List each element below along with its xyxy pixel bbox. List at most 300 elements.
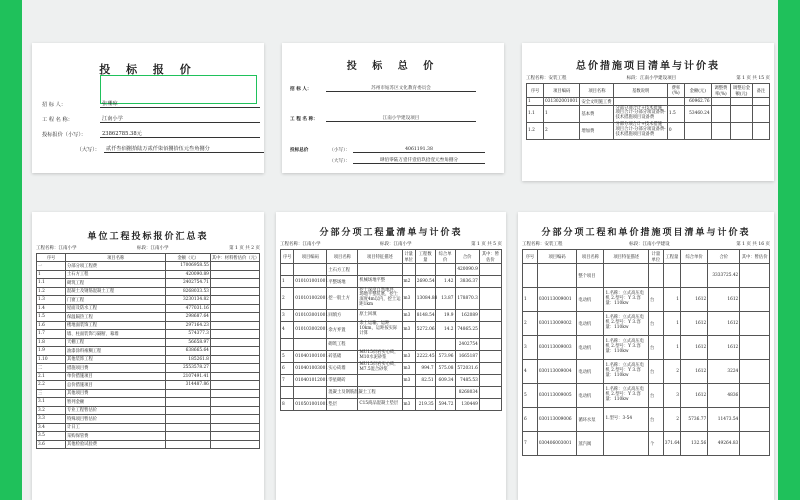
table-cell: 8268034 bbox=[455, 386, 479, 398]
quantities-table bbox=[280, 249, 502, 411]
table-cell: 8 bbox=[281, 398, 294, 410]
table-cell: 电动机 bbox=[577, 360, 604, 384]
table-cell: C15商品混凝土垫层 bbox=[358, 398, 402, 410]
table-cell: 措施项目费 bbox=[65, 364, 165, 373]
table-cell: 2 bbox=[281, 288, 294, 310]
table-cell: 13.87 bbox=[435, 288, 455, 310]
meta-page: 第 1 页 共 16 页 bbox=[736, 242, 770, 247]
table-row bbox=[37, 287, 260, 296]
column-header: 序号 bbox=[37, 254, 66, 262]
table-cell bbox=[684, 122, 711, 139]
table-cell bbox=[210, 330, 259, 339]
table-cell bbox=[210, 262, 259, 271]
table-cell bbox=[210, 440, 259, 449]
table-cell: 5272.06 bbox=[415, 321, 435, 338]
table-cell: 台 bbox=[648, 408, 663, 432]
table-cell: 573.96 bbox=[435, 350, 455, 362]
table-cell bbox=[752, 98, 769, 106]
table-cell bbox=[435, 264, 455, 276]
table-cell: 一 bbox=[37, 262, 66, 271]
column-header: 序号 bbox=[527, 84, 544, 98]
table-cell: 7 bbox=[523, 432, 538, 456]
table-cell bbox=[740, 312, 770, 336]
table-cell bbox=[210, 364, 259, 373]
table-cell: 994.7 bbox=[415, 362, 435, 374]
table-row bbox=[527, 98, 770, 106]
table-cell: 1.2 bbox=[37, 287, 66, 296]
table-row bbox=[523, 288, 770, 312]
summary-sheet bbox=[32, 212, 264, 500]
table-cell: 297164.23 bbox=[166, 321, 211, 330]
table-cell: 2402754.71 bbox=[166, 279, 211, 288]
sheet-title: 分部分项工程量清单与计价表 bbox=[319, 228, 463, 238]
table-cell: 余方弃置 bbox=[327, 321, 358, 338]
field-value: 苏州市姑苏区文化教育委员会 bbox=[326, 85, 476, 92]
table-cell: 其他装饰工程 bbox=[65, 355, 165, 364]
table-cell bbox=[614, 98, 667, 106]
table-cell: 56658.97 bbox=[166, 338, 211, 347]
table-cell: 3836.37 bbox=[455, 276, 479, 288]
field-value: 张珊琼 bbox=[100, 100, 260, 108]
table-cell: 1612 bbox=[708, 336, 740, 360]
table-cell bbox=[740, 408, 770, 432]
column-header: 项目特征描述 bbox=[358, 250, 402, 264]
meta-section: 标段：江南小学建设项目 bbox=[626, 76, 677, 81]
table-cell: 1612 bbox=[681, 312, 708, 336]
table-row bbox=[281, 374, 502, 386]
table-cell: 1.名称：立式高压电机 2.型号：Y 3.容量：110kw bbox=[604, 360, 648, 384]
sheet-title: 总价措施项目清单与计价表 bbox=[576, 61, 720, 72]
meta-project: 工程名称：安装工程 bbox=[522, 242, 563, 247]
table-cell bbox=[731, 106, 753, 123]
unit-price-measures-sheet bbox=[518, 212, 774, 500]
column-header: 合价 bbox=[708, 250, 740, 264]
column-header: 计量单位 bbox=[402, 250, 415, 264]
table-cell: 保温隔热工程 bbox=[65, 313, 165, 322]
table-cell: 土石方工程 bbox=[65, 270, 165, 279]
column-header: 序号 bbox=[523, 250, 538, 264]
table-cell bbox=[294, 264, 327, 276]
table-cell: 1.8 bbox=[37, 338, 66, 347]
table-cell: 3 bbox=[523, 336, 538, 360]
table-row bbox=[523, 336, 770, 360]
table-cell: 3.4 bbox=[37, 423, 66, 432]
table-cell: 专业工程暂估价 bbox=[65, 406, 165, 415]
table-row bbox=[281, 309, 502, 321]
table-cell: 185261.8 bbox=[166, 355, 211, 364]
column-header: 项目名称 bbox=[577, 250, 604, 264]
table-cell: 130449 bbox=[455, 398, 479, 410]
table-cell bbox=[415, 338, 435, 350]
table-cell bbox=[210, 338, 259, 347]
table-cell bbox=[358, 264, 402, 276]
table-cell: 11473.54 bbox=[708, 408, 740, 432]
table-cell bbox=[435, 338, 455, 350]
table-cell: 门窗工程 bbox=[65, 296, 165, 305]
column-header: 基数说明 bbox=[614, 84, 667, 98]
table-cell: 60962.76 bbox=[684, 98, 711, 106]
field-label: 投标报价（小写）： bbox=[42, 132, 87, 138]
sheet-meta bbox=[522, 75, 774, 81]
table-cell: 台 bbox=[648, 360, 663, 384]
meta-page: 第 1 页 共 15 页 bbox=[736, 76, 770, 81]
table-cell bbox=[479, 398, 501, 410]
table-cell bbox=[281, 386, 294, 398]
table-row bbox=[281, 264, 502, 276]
table-cell bbox=[358, 338, 402, 350]
column-header: 项目名称 bbox=[65, 254, 165, 262]
table-row bbox=[37, 398, 260, 407]
table-cell: 13084.88 bbox=[415, 288, 435, 310]
table-header-row bbox=[523, 250, 770, 264]
table-cell: 4 bbox=[281, 321, 294, 338]
table-cell: 1.名称：立式高压电机 2.型号：Y 3.容量：110kw bbox=[604, 288, 648, 312]
table-row bbox=[37, 440, 260, 449]
table-cell: 219.35 bbox=[415, 398, 435, 410]
table-cell: 8268033.53 bbox=[166, 287, 211, 296]
table-cell bbox=[479, 264, 501, 276]
table-row bbox=[523, 312, 770, 336]
table-cell: 挖一般土方 bbox=[327, 288, 358, 310]
field-label: 工 程 名 称： bbox=[42, 117, 73, 123]
table-cell: 132.56 bbox=[681, 432, 708, 456]
table-cell bbox=[731, 98, 753, 106]
table-cell: 1.4 bbox=[37, 304, 66, 313]
table-cell: 2402754 bbox=[455, 338, 479, 350]
table-cell: 1.5 bbox=[37, 313, 66, 322]
table-cell bbox=[479, 338, 501, 350]
table-row bbox=[37, 270, 260, 279]
table-cell: 575.08 bbox=[435, 362, 455, 374]
table-cell: 162089 bbox=[455, 309, 479, 321]
table-cell: m3 bbox=[402, 350, 415, 362]
tenderer-row bbox=[42, 100, 260, 108]
sheet-title: 投 标 报 价 bbox=[99, 63, 197, 76]
total-measures-sheet bbox=[522, 43, 774, 181]
table-cell bbox=[604, 264, 648, 288]
column-header: 项目特征描述 bbox=[604, 250, 648, 264]
field-value: 贰仟叁佰捌拾陆万贰仟柒佰捌拾伍元叁角捌分 bbox=[104, 145, 264, 153]
field-label: 投标总价 bbox=[290, 148, 309, 153]
table-row bbox=[37, 364, 260, 373]
table-row bbox=[37, 279, 260, 288]
table-cell: 19.9 bbox=[435, 309, 455, 321]
meta-section: 标段：江南小学 bbox=[380, 242, 412, 247]
table-cell: 178870.3 bbox=[455, 288, 479, 310]
column-header: 项目名称 bbox=[327, 250, 358, 264]
table-cell: 其他项目费 bbox=[65, 389, 165, 398]
table-cell bbox=[667, 98, 684, 106]
table-cell: 8148.54 bbox=[415, 309, 435, 321]
table-cell bbox=[166, 389, 211, 398]
table-cell: 14.2 bbox=[435, 321, 455, 338]
table-cell bbox=[740, 432, 770, 456]
table-cell bbox=[740, 288, 770, 312]
table-cell: 1612 bbox=[708, 312, 740, 336]
field-label: 工 程 名 称： bbox=[290, 117, 318, 122]
tenderer-row bbox=[290, 85, 476, 92]
field-value: 23862785.38元 bbox=[100, 130, 260, 138]
table-row bbox=[281, 288, 502, 310]
table-cell: 原土回填 bbox=[358, 309, 402, 321]
table-row bbox=[37, 313, 260, 322]
column-header: 金额（元） bbox=[166, 254, 211, 262]
table-row bbox=[523, 384, 770, 408]
table-cell bbox=[740, 336, 770, 360]
left-accent-bar bbox=[0, 0, 22, 500]
table-cell: 1 bbox=[523, 288, 538, 312]
table-row bbox=[37, 355, 260, 364]
table-cell: 74865.25 bbox=[455, 321, 479, 338]
table-cell bbox=[210, 398, 259, 407]
meta-section: 标段：江南小学 bbox=[137, 246, 169, 251]
table-cell bbox=[281, 264, 294, 276]
table-row bbox=[37, 415, 260, 424]
table-cell bbox=[711, 98, 730, 106]
sheet-title: 单位工程投标报价汇总表 bbox=[87, 232, 209, 242]
table-cell: 实心砖墙 bbox=[327, 362, 358, 374]
table-cell bbox=[294, 386, 327, 398]
table-cell: 574377.3 bbox=[166, 330, 211, 339]
table-cell: MU15页岩实心砖，M10水泥砂浆 bbox=[358, 350, 402, 362]
sheet-title: 分部分项工程和单价措施项目清单与计价表 bbox=[541, 228, 751, 238]
table-cell: 1 bbox=[37, 270, 66, 279]
table-cell: 030406003001 bbox=[537, 432, 577, 456]
table-cell: 基本费 bbox=[580, 106, 614, 123]
bill-of-quantities-sheet bbox=[276, 212, 506, 500]
price-small-row bbox=[42, 130, 260, 138]
table-cell: m2 bbox=[402, 276, 415, 288]
table-cell: 整个项目 bbox=[577, 264, 604, 288]
table-cell: 3.3 bbox=[37, 415, 66, 424]
tender-quote-sheet bbox=[32, 43, 264, 173]
table-cell: 638665.64 bbox=[166, 347, 211, 356]
table-cell bbox=[210, 270, 259, 279]
table-row bbox=[37, 381, 260, 390]
table-cell: 1 bbox=[281, 276, 294, 288]
table-cell bbox=[648, 264, 663, 288]
table-header-row bbox=[527, 84, 770, 98]
table-cell: 台 bbox=[648, 288, 663, 312]
table-cell: 个 bbox=[648, 432, 663, 456]
table-cell: 电动机 bbox=[577, 312, 604, 336]
table-cell bbox=[740, 264, 770, 288]
table-cell bbox=[210, 432, 259, 441]
project-row bbox=[290, 115, 476, 122]
table-row bbox=[281, 386, 502, 398]
column-header: 调整费率(%) bbox=[711, 84, 730, 98]
table-cell: 1.名称：立式高压电机 2.型号：Y 3.容量：110kw bbox=[604, 384, 648, 408]
right-accent-bar bbox=[778, 0, 800, 500]
table-cell: 17006958.55 bbox=[166, 262, 211, 271]
table-cell: 030113009006 bbox=[537, 408, 577, 432]
table-cell bbox=[210, 389, 259, 398]
table-cell bbox=[402, 264, 415, 276]
table-cell: 1.10 bbox=[37, 355, 66, 364]
column-header: 调整后金额(元) bbox=[731, 84, 753, 98]
meta-page: 第 1 页 共 5 页 bbox=[471, 242, 502, 247]
table-cell: 油漆涂料裱糊工程 bbox=[65, 347, 165, 356]
table-cell bbox=[210, 381, 259, 390]
table-row bbox=[37, 347, 260, 356]
table-cell bbox=[166, 406, 211, 415]
table-cell: 5736.77 bbox=[681, 408, 708, 432]
table-cell: 总价措施项目 bbox=[65, 381, 165, 390]
table-cell bbox=[711, 122, 730, 139]
column-header: 工程数量 bbox=[415, 250, 435, 264]
measures-table bbox=[526, 83, 770, 140]
table-cell bbox=[479, 386, 501, 398]
column-header: 项目名称 bbox=[580, 84, 614, 98]
table-cell: 1.3 bbox=[37, 296, 66, 305]
table-cell: 3230134.82 bbox=[166, 296, 211, 305]
table-cell: 3.6 bbox=[37, 440, 66, 449]
table-cell bbox=[210, 423, 259, 432]
table-cell: 1.名称：立式高压电机 2.型号：Y 3.容量：110kw bbox=[604, 312, 648, 336]
table-row bbox=[37, 330, 260, 339]
table-cell: 天棚工程 bbox=[65, 338, 165, 347]
table-cell bbox=[210, 415, 259, 424]
column-header: 综合单价 bbox=[435, 250, 455, 264]
table-cell: MU15页岩实心砖，M7.5混合砂浆 bbox=[358, 362, 402, 374]
summary-table bbox=[36, 253, 260, 449]
table-cell: 1.2 bbox=[527, 122, 544, 139]
field-value: 江南小学 bbox=[100, 115, 260, 123]
table-row bbox=[527, 106, 770, 123]
table-cell: 030113009001 bbox=[537, 288, 577, 312]
table-cell: 298687.64 bbox=[166, 313, 211, 322]
table-cell bbox=[358, 374, 402, 386]
table-cell: 屋面及防水工程 bbox=[65, 304, 165, 313]
table-cell: 蒸汽阀 bbox=[577, 432, 604, 456]
column-header: 合价 bbox=[455, 250, 479, 264]
column-header: 项目编码 bbox=[544, 84, 580, 98]
table-row bbox=[281, 362, 502, 374]
table-cell bbox=[402, 338, 415, 350]
meta-section: 标段：江南小学建设 bbox=[629, 242, 670, 247]
field-label: 招 标 人： bbox=[42, 102, 67, 108]
table-row bbox=[527, 122, 770, 139]
field-sublabel: （小写）： bbox=[329, 148, 350, 153]
table-cell: 010401012001 bbox=[294, 374, 327, 386]
table-cell: 030113009004 bbox=[537, 360, 577, 384]
table-row bbox=[37, 262, 260, 271]
table-cell bbox=[210, 372, 259, 381]
table-cell: m3 bbox=[402, 362, 415, 374]
table-cell bbox=[294, 338, 327, 350]
table-cell bbox=[681, 264, 708, 288]
table-cell bbox=[166, 398, 211, 407]
table-cell bbox=[479, 350, 501, 362]
table-cell: 计日工 bbox=[65, 423, 165, 432]
field-label: 招 标 人： bbox=[290, 87, 312, 92]
table-cell: 2 bbox=[663, 408, 680, 432]
table-cell: 二 bbox=[37, 364, 66, 373]
table-cell: 余土运输，运距10km，运距按实际计算 bbox=[358, 321, 402, 338]
table-cell: 5 bbox=[523, 384, 538, 408]
table-cell: 2.1 bbox=[37, 372, 66, 381]
table-cell: 6 bbox=[281, 362, 294, 374]
sheet-meta bbox=[518, 241, 774, 247]
table-cell: 030113009003 bbox=[537, 336, 577, 360]
table-header-row bbox=[281, 250, 502, 264]
table-cell: 采购保管费 bbox=[65, 432, 165, 441]
table-cell: 三 bbox=[37, 389, 66, 398]
sheet-meta bbox=[276, 241, 506, 247]
project-row bbox=[42, 115, 260, 123]
table-cell: 挖土深度自然地坪，场地平整坑底，挖土深度4m以内，挖土运距1km bbox=[359, 287, 401, 308]
table-cell: 1.42 bbox=[435, 276, 455, 288]
meta-project: 工程名称：安装工程 bbox=[526, 76, 567, 81]
table-cell: 2553578.27 bbox=[166, 364, 211, 373]
column-header: 其中：暂估价 bbox=[740, 250, 770, 264]
table-cell: 314487.86 bbox=[166, 381, 211, 390]
field-label: （大写）： bbox=[76, 147, 100, 153]
table-cell: 572031.6 bbox=[455, 362, 479, 374]
table-cell: 010101001001 bbox=[294, 276, 327, 288]
table-cell: 594.72 bbox=[435, 398, 455, 410]
table-row bbox=[281, 398, 502, 410]
table-cell: 6 bbox=[523, 408, 538, 432]
table-cell: 1.6 bbox=[37, 321, 66, 330]
column-header: 备注 bbox=[752, 84, 769, 98]
table-cell: 49264.83 bbox=[708, 432, 740, 456]
column-header: 金额(元) bbox=[684, 84, 711, 98]
table-cell bbox=[604, 432, 648, 456]
table-cell: 1.1 bbox=[527, 106, 544, 123]
price-big-row bbox=[42, 145, 264, 153]
table-cell bbox=[210, 287, 259, 296]
field-value: 4061191.38 bbox=[353, 147, 485, 153]
table-cell: 机械场地平整 bbox=[358, 276, 402, 288]
table-row bbox=[37, 321, 260, 330]
table-cell bbox=[210, 355, 259, 364]
table-cell: m3 bbox=[402, 309, 415, 321]
table-cell: 3.1 bbox=[37, 398, 66, 407]
column-header: 项目编码 bbox=[537, 250, 577, 264]
table-cell: 010103002001 bbox=[294, 321, 327, 338]
table-cell: 010401001001 bbox=[294, 350, 327, 362]
table-cell: 010501001001 bbox=[294, 398, 327, 410]
table-cell: 3.5 bbox=[37, 432, 66, 441]
table-cell: 平整场地 bbox=[327, 276, 358, 288]
table-cell bbox=[731, 122, 753, 139]
table-cell bbox=[210, 279, 259, 288]
table-cell bbox=[435, 386, 455, 398]
table-cell bbox=[210, 321, 259, 330]
table-cell bbox=[711, 106, 730, 123]
table-cell: 砖基础 bbox=[327, 350, 358, 362]
table-cell: 5 bbox=[281, 350, 294, 362]
table-cell: 2.2 bbox=[37, 381, 66, 390]
table-cell: 土石方工程 bbox=[327, 264, 358, 276]
table-row bbox=[523, 360, 770, 384]
table-cell bbox=[479, 321, 501, 338]
table-cell: 其他检验试验费 bbox=[65, 440, 165, 449]
table-cell: 031302001001 bbox=[544, 98, 580, 106]
table-cell bbox=[281, 338, 294, 350]
table-cell: m3 bbox=[402, 321, 415, 338]
table-cell bbox=[415, 264, 435, 276]
table-cell: 609.34 bbox=[435, 374, 455, 386]
table-cell: 371.64 bbox=[663, 432, 680, 456]
column-header: 费率(%) bbox=[667, 84, 684, 98]
table-cell bbox=[210, 313, 259, 322]
table-cell: 7485.53 bbox=[455, 374, 479, 386]
table-cell bbox=[479, 374, 501, 386]
table-cell: 53460.24 bbox=[684, 106, 711, 123]
table-cell: 1.型号：3-54 bbox=[604, 408, 648, 432]
